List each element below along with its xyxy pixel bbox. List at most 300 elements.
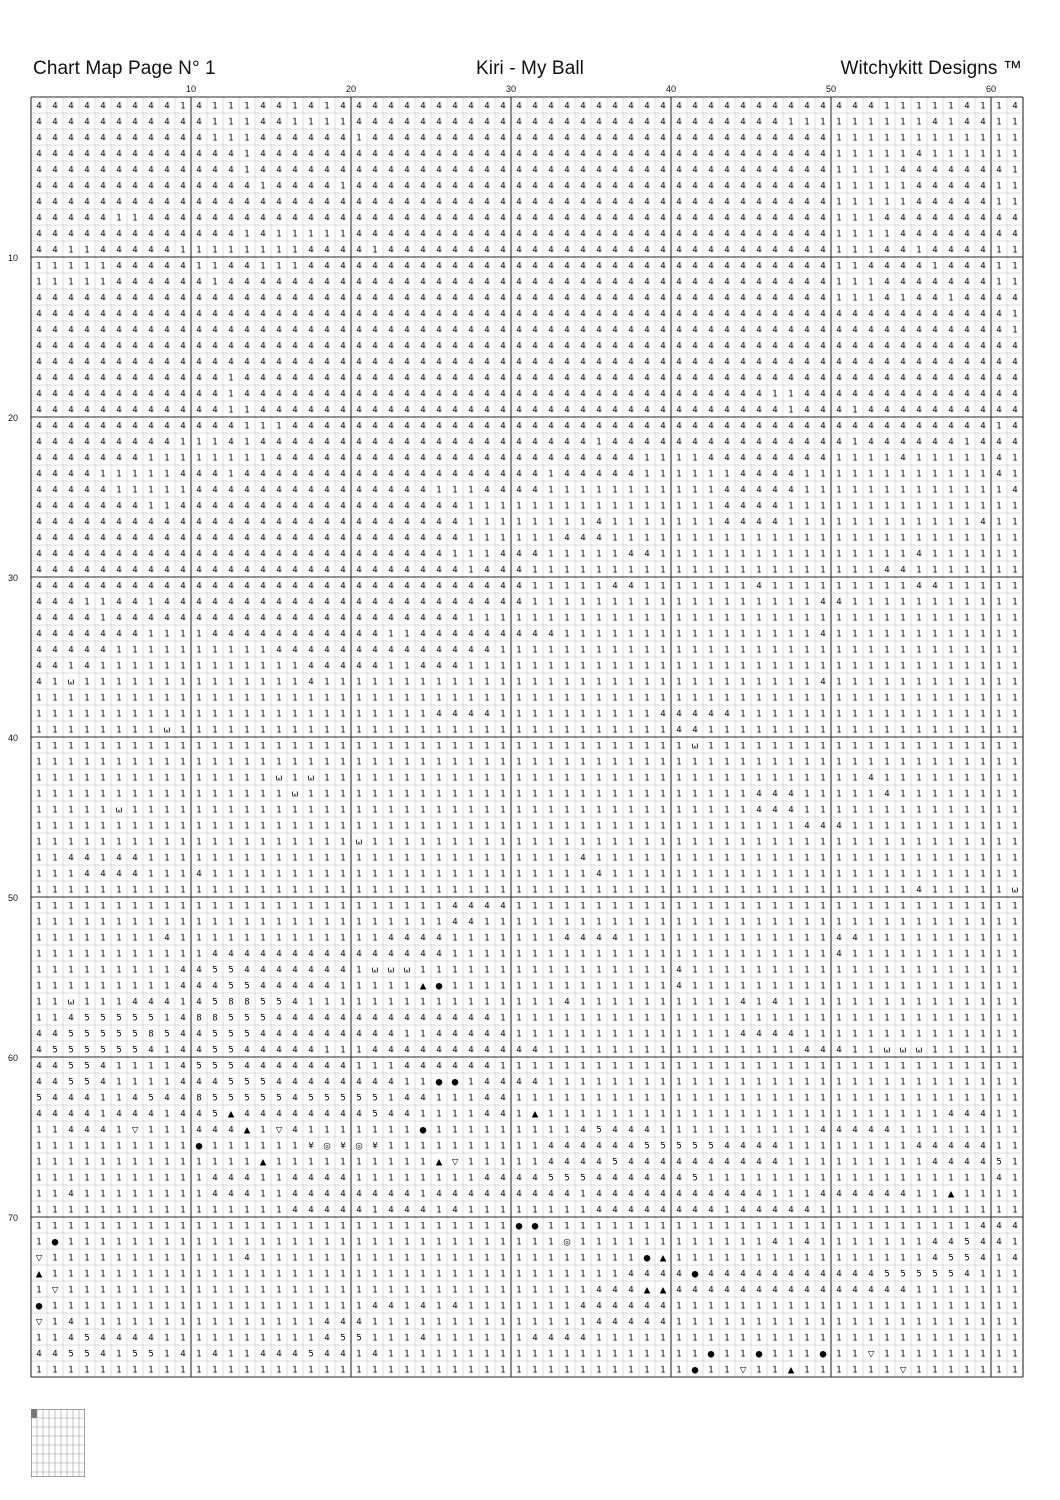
- stitch-symbol: 1: [228, 1205, 234, 1216]
- stitch-symbol: 1: [516, 1269, 522, 1280]
- stitch-symbol: ▽: [739, 1365, 747, 1376]
- stitch-symbol: 4: [548, 277, 554, 288]
- stitch-symbol: 4: [260, 485, 266, 496]
- stitch-symbol: 4: [580, 421, 586, 432]
- stitch-symbol: 1: [996, 789, 1002, 800]
- stitch-symbol: 1: [548, 645, 554, 656]
- stitch-symbol: 1: [1012, 1013, 1018, 1024]
- stitch-symbol: 4: [772, 501, 778, 512]
- stitch-symbol: 4: [612, 933, 618, 944]
- stitch-symbol: 1: [628, 1045, 634, 1056]
- stitch-symbol: 4: [100, 533, 106, 544]
- stitch-symbol: 1: [852, 1045, 858, 1056]
- stitch-symbol: 1: [900, 1013, 906, 1024]
- stitch-symbol: 1: [116, 1125, 122, 1136]
- stitch-symbol: 1: [836, 165, 842, 176]
- stitch-symbol: 1: [724, 1301, 730, 1312]
- stitch-symbol: 1: [36, 789, 42, 800]
- stitch-symbol: 1: [772, 565, 778, 576]
- stitch-symbol: 4: [148, 325, 154, 336]
- stitch-symbol: ω: [387, 965, 395, 976]
- stitch-symbol: 5: [964, 1253, 970, 1264]
- stitch-symbol: 4: [388, 645, 394, 656]
- stitch-symbol: 1: [916, 965, 922, 976]
- stitch-symbol: 4: [484, 1077, 490, 1088]
- stitch-symbol: 4: [228, 949, 234, 960]
- stitch-symbol: 4: [804, 245, 810, 256]
- stitch-symbol: 4: [372, 437, 378, 448]
- stitch-symbol: 1: [132, 469, 138, 480]
- stitch-symbol: 4: [212, 1077, 218, 1088]
- stitch-symbol: 1: [244, 917, 250, 928]
- stitch-symbol: 1: [196, 1253, 202, 1264]
- stitch-symbol: 4: [436, 1189, 442, 1200]
- stitch-symbol: 4: [612, 165, 618, 176]
- stitch-symbol: 1: [596, 1029, 602, 1040]
- stitch-symbol: 1: [548, 1269, 554, 1280]
- stitch-symbol: 1: [356, 821, 362, 832]
- stitch-symbol: 4: [260, 373, 266, 384]
- stitch-symbol: 1: [836, 213, 842, 224]
- stitch-symbol: 1: [308, 741, 314, 752]
- stitch-symbol: 1: [372, 1269, 378, 1280]
- stitch-symbol: 4: [596, 533, 602, 544]
- stitch-symbol: 4: [596, 1189, 602, 1200]
- stitch-symbol: 4: [740, 277, 746, 288]
- stitch-symbol: 1: [580, 1061, 586, 1072]
- stitch-symbol: 1: [996, 1205, 1002, 1216]
- stitch-symbol: 1: [916, 693, 922, 704]
- stitch-symbol: 1: [884, 581, 890, 592]
- stitch-symbol: 4: [212, 501, 218, 512]
- stitch-symbol: 1: [932, 1301, 938, 1312]
- stitch-symbol: 1: [436, 1349, 442, 1360]
- stitch-symbol: ●: [691, 1269, 699, 1280]
- stitch-symbol: 4: [772, 213, 778, 224]
- stitch-symbol: 4: [996, 1173, 1002, 1184]
- stitch-symbol: 4: [612, 213, 618, 224]
- stitch-symbol: 4: [292, 965, 298, 976]
- stitch-symbol: 1: [548, 597, 554, 608]
- stitch-symbol: 4: [484, 149, 490, 160]
- stitch-symbol: 1: [84, 1237, 90, 1248]
- stitch-symbol: 1: [804, 1141, 810, 1152]
- stitch-symbol: 4: [212, 165, 218, 176]
- stitch-symbol: 4: [932, 309, 938, 320]
- stitch-symbol: 4: [132, 581, 138, 592]
- stitch-symbol: 4: [388, 485, 394, 496]
- stitch-symbol: 1: [340, 709, 346, 720]
- stitch-symbol: 1: [852, 677, 858, 688]
- stitch-symbol: 4: [436, 389, 442, 400]
- stitch-symbol: 1: [276, 725, 282, 736]
- stitch-symbol: 4: [660, 325, 666, 336]
- stitch-symbol: 1: [356, 693, 362, 704]
- stitch-symbol: 1: [1012, 1141, 1018, 1152]
- stitch-symbol: 1: [52, 677, 58, 688]
- stitch-symbol: 4: [100, 133, 106, 144]
- stitch-symbol: 4: [564, 421, 570, 432]
- stitch-symbol: 1: [1012, 933, 1018, 944]
- stitch-symbol: 4: [36, 469, 42, 480]
- stitch-symbol: 4: [420, 101, 426, 112]
- stitch-symbol: 4: [580, 373, 586, 384]
- stitch-symbol: 4: [676, 309, 682, 320]
- stitch-symbol: 1: [308, 709, 314, 720]
- stitch-symbol: 1: [964, 613, 970, 624]
- stitch-symbol: ¥: [372, 1141, 378, 1152]
- stitch-symbol: 1: [948, 1029, 954, 1040]
- stitch-symbol: 1: [692, 1237, 698, 1248]
- stitch-symbol: 4: [324, 501, 330, 512]
- stitch-symbol: 1: [148, 1077, 154, 1088]
- stitch-symbol: 1: [516, 1157, 522, 1168]
- stitch-symbol: 1: [132, 1269, 138, 1280]
- stitch-symbol: 1: [372, 821, 378, 832]
- stitch-symbol: 1: [596, 757, 602, 768]
- stitch-symbol: 4: [292, 1189, 298, 1200]
- stitch-symbol: 1: [900, 1221, 906, 1232]
- stitch-symbol: 1: [132, 949, 138, 960]
- stitch-symbol: 4: [772, 245, 778, 256]
- stitch-symbol: 4: [964, 261, 970, 272]
- stitch-symbol: 4: [292, 981, 298, 992]
- stitch-symbol: 4: [68, 1333, 74, 1344]
- stitch-symbol: 4: [644, 117, 650, 128]
- stitch-symbol: 4: [132, 869, 138, 880]
- stitch-symbol: 4: [36, 405, 42, 416]
- stitch-symbol: 4: [500, 565, 506, 576]
- stitch-symbol: 1: [996, 501, 1002, 512]
- stitch-symbol: 4: [244, 533, 250, 544]
- stitch-symbol: 4: [868, 341, 874, 352]
- stitch-symbol: 1: [772, 757, 778, 768]
- stitch-symbol: 1: [804, 581, 810, 592]
- stitch-symbol: 1: [644, 1093, 650, 1104]
- stitch-symbol: 1: [948, 453, 954, 464]
- stitch-symbol: 1: [340, 1045, 346, 1056]
- stitch-symbol: 1: [244, 661, 250, 672]
- stitch-symbol: 1: [820, 805, 826, 816]
- stitch-symbol: 4: [452, 277, 458, 288]
- stitch-symbol: 4: [388, 181, 394, 192]
- stitch-symbol: 4: [308, 277, 314, 288]
- stitch-symbol: 1: [516, 917, 522, 928]
- stitch-symbol: 4: [388, 341, 394, 352]
- stitch-symbol: 1: [804, 741, 810, 752]
- stitch-symbol: 1: [868, 869, 874, 880]
- stitch-symbol: 1: [1012, 661, 1018, 672]
- stitch-symbol: 1: [788, 1157, 794, 1168]
- stitch-symbol: 1: [916, 1317, 922, 1328]
- stitch-symbol: 1: [868, 581, 874, 592]
- stitch-symbol: 4: [820, 229, 826, 240]
- stitch-symbol: 1: [580, 645, 586, 656]
- stitch-symbol: 4: [772, 133, 778, 144]
- stitch-symbol: 1: [596, 1365, 602, 1376]
- stitch-symbol: 1: [244, 1285, 250, 1296]
- stitch-symbol: 1: [100, 1189, 106, 1200]
- stitch-symbol: 4: [500, 229, 506, 240]
- stitch-symbol: 4: [244, 485, 250, 496]
- stitch-symbol: 4: [436, 229, 442, 240]
- stitch-symbol: 4: [100, 565, 106, 576]
- stitch-symbol: 1: [532, 1061, 538, 1072]
- stitch-symbol: 4: [804, 1237, 810, 1248]
- stitch-symbol: ●: [707, 1349, 715, 1360]
- stitch-symbol: 4: [228, 181, 234, 192]
- stitch-symbol: 4: [116, 197, 122, 208]
- stitch-symbol: 4: [324, 325, 330, 336]
- stitch-symbol: 4: [772, 1285, 778, 1296]
- stitch-symbol: 1: [948, 293, 954, 304]
- stitch-symbol: 4: [852, 101, 858, 112]
- stitch-symbol: 1: [868, 1157, 874, 1168]
- stitch-symbol: 1: [708, 645, 714, 656]
- stitch-symbol: 4: [612, 437, 618, 448]
- stitch-symbol: 4: [420, 1061, 426, 1072]
- stitch-symbol: 4: [404, 181, 410, 192]
- stitch-symbol: 1: [756, 1237, 762, 1248]
- stitch-symbol: 1: [164, 1237, 170, 1248]
- stitch-symbol: 4: [148, 261, 154, 272]
- stitch-symbol: 4: [932, 197, 938, 208]
- stitch-symbol: 4: [324, 293, 330, 304]
- stitch-symbol: 1: [340, 997, 346, 1008]
- stitch-symbol: 1: [916, 645, 922, 656]
- stitch-symbol: 1: [324, 1269, 330, 1280]
- stitch-symbol: 1: [852, 885, 858, 896]
- stitch-symbol: 1: [756, 565, 762, 576]
- stitch-symbol: 1: [852, 853, 858, 864]
- stitch-symbol: 1: [228, 805, 234, 816]
- stitch-symbol: 4: [228, 165, 234, 176]
- stitch-symbol: 1: [52, 1253, 58, 1264]
- stitch-symbol: 4: [756, 405, 762, 416]
- stitch-symbol: 4: [628, 293, 634, 304]
- stitch-symbol: 1: [788, 1237, 794, 1248]
- stitch-symbol: 4: [52, 357, 58, 368]
- stitch-symbol: 1: [708, 1253, 714, 1264]
- stitch-symbol: 1: [324, 837, 330, 848]
- stitch-symbol: 1: [900, 517, 906, 528]
- stitch-symbol: 4: [324, 453, 330, 464]
- stitch-symbol: 4: [724, 309, 730, 320]
- stitch-symbol: 1: [852, 981, 858, 992]
- stitch-symbol: 4: [980, 1253, 986, 1264]
- stitch-symbol: 1: [644, 565, 650, 576]
- stitch-symbol: 1: [964, 725, 970, 736]
- stitch-symbol: 1: [916, 517, 922, 528]
- stitch-symbol: 1: [68, 661, 74, 672]
- stitch-symbol: 1: [468, 1093, 474, 1104]
- stitch-symbol: 4: [980, 437, 986, 448]
- stitch-symbol: 1: [420, 741, 426, 752]
- stitch-symbol: 4: [692, 101, 698, 112]
- stitch-symbol: 1: [196, 949, 202, 960]
- stitch-symbol: 4: [932, 421, 938, 432]
- stitch-symbol: 4: [356, 373, 362, 384]
- stitch-symbol: 4: [340, 661, 346, 672]
- stitch-symbol: 1: [724, 997, 730, 1008]
- stitch-symbol: 4: [276, 181, 282, 192]
- stitch-symbol: 1: [628, 1237, 634, 1248]
- stitch-symbol: 1: [996, 1189, 1002, 1200]
- stitch-symbol: 1: [212, 869, 218, 880]
- stitch-symbol: 1: [916, 245, 922, 256]
- stitch-symbol: 1: [452, 773, 458, 784]
- stitch-symbol: 4: [724, 165, 730, 176]
- stitch-symbol: 1: [788, 597, 794, 608]
- stitch-symbol: 1: [628, 613, 634, 624]
- stitch-symbol: 1: [564, 757, 570, 768]
- stitch-symbol: 4: [100, 517, 106, 528]
- stitch-symbol: 4: [196, 405, 202, 416]
- stitch-symbol: 4: [708, 117, 714, 128]
- stitch-symbol: 5: [68, 1029, 74, 1040]
- stitch-symbol: 1: [756, 1253, 762, 1264]
- stitch-symbol: 1: [916, 453, 922, 464]
- stitch-symbol: 1: [116, 917, 122, 928]
- stitch-symbol: 1: [740, 741, 746, 752]
- stitch-symbol: 1: [788, 117, 794, 128]
- stitch-symbol: 4: [100, 1077, 106, 1088]
- stitch-symbol: 1: [564, 645, 570, 656]
- stitch-symbol: ▽: [867, 1349, 875, 1360]
- stitch-symbol: 4: [356, 165, 362, 176]
- stitch-symbol: 4: [788, 485, 794, 496]
- stitch-symbol: 4: [788, 437, 794, 448]
- stitch-symbol: 1: [164, 1285, 170, 1296]
- stitch-symbol: 4: [660, 437, 666, 448]
- stitch-symbol: 4: [36, 117, 42, 128]
- stitch-symbol: 1: [884, 1221, 890, 1232]
- stitch-symbol: 1: [196, 1189, 202, 1200]
- stitch-symbol: 1: [372, 1317, 378, 1328]
- stitch-symbol: 1: [948, 1317, 954, 1328]
- stitch-symbol: 1: [948, 885, 954, 896]
- stitch-symbol: 1: [228, 1349, 234, 1360]
- stitch-symbol: 1: [980, 501, 986, 512]
- stitch-symbol: 1: [836, 981, 842, 992]
- stitch-symbol: 1: [356, 1269, 362, 1280]
- stitch-symbol: ◎: [563, 1237, 571, 1248]
- stitch-symbol: 4: [884, 341, 890, 352]
- stitch-symbol: 4: [644, 1269, 650, 1280]
- stitch-symbol: 4: [468, 709, 474, 720]
- stitch-symbol: 4: [340, 1013, 346, 1024]
- stitch-symbol: 1: [484, 725, 490, 736]
- stitch-symbol: 4: [580, 453, 586, 464]
- stitch-symbol: 1: [740, 949, 746, 960]
- stitch-symbol: 1: [180, 1237, 186, 1248]
- stitch-symbol: 4: [916, 277, 922, 288]
- stitch-symbol: 1: [884, 1317, 890, 1328]
- stitch-symbol: 1: [692, 917, 698, 928]
- stitch-symbol: 4: [132, 165, 138, 176]
- stitch-symbol: 1: [500, 837, 506, 848]
- stitch-symbol: 1: [660, 757, 666, 768]
- stitch-symbol: 1: [500, 853, 506, 864]
- stitch-symbol: 4: [292, 997, 298, 1008]
- stitch-symbol: 4: [564, 1333, 570, 1344]
- stitch-symbol: 4: [452, 101, 458, 112]
- stitch-symbol: 4: [276, 645, 282, 656]
- stitch-symbol: 1: [676, 1253, 682, 1264]
- stitch-symbol: 1: [820, 949, 826, 960]
- stitch-symbol: 1: [356, 709, 362, 720]
- stitch-symbol: 4: [644, 149, 650, 160]
- stitch-symbol: 4: [820, 629, 826, 640]
- stitch-symbol: 1: [772, 645, 778, 656]
- stitch-symbol: 1: [660, 1077, 666, 1088]
- stitch-symbol: 4: [276, 149, 282, 160]
- stitch-symbol: 1: [420, 1285, 426, 1296]
- stitch-symbol: 4: [228, 325, 234, 336]
- stitch-symbol: 4: [628, 1205, 634, 1216]
- stitch-symbol: 1: [964, 1285, 970, 1296]
- stitch-symbol: 4: [148, 1333, 154, 1344]
- stitch-symbol: 4: [36, 661, 42, 672]
- stitch-symbol: 4: [388, 597, 394, 608]
- stitch-symbol: 1: [580, 1285, 586, 1296]
- stitch-symbol: 4: [980, 213, 986, 224]
- stitch-symbol: 1: [228, 405, 234, 416]
- stitch-symbol: 4: [740, 341, 746, 352]
- stitch-symbol: 4: [276, 1029, 282, 1040]
- stitch-symbol: 1: [724, 853, 730, 864]
- stitch-symbol: 1: [132, 1221, 138, 1232]
- stitch-symbol: 4: [292, 181, 298, 192]
- stitch-symbol: 1: [116, 1349, 122, 1360]
- stitch-symbol: 1: [308, 1317, 314, 1328]
- stitch-symbol: 1: [180, 453, 186, 464]
- stitch-symbol: 5: [212, 1029, 218, 1040]
- stitch-symbol: 1: [692, 645, 698, 656]
- stitch-symbol: 1: [676, 853, 682, 864]
- stitch-symbol: 4: [756, 517, 762, 528]
- stitch-symbol: 4: [420, 453, 426, 464]
- stitch-symbol: 1: [964, 789, 970, 800]
- stitch-symbol: 1: [852, 757, 858, 768]
- stitch-symbol: 4: [372, 501, 378, 512]
- stitch-symbol: 1: [660, 1045, 666, 1056]
- stitch-symbol: 4: [628, 453, 634, 464]
- stitch-symbol: 1: [964, 1365, 970, 1376]
- stitch-symbol: 1: [660, 837, 666, 848]
- stitch-symbol: 1: [420, 853, 426, 864]
- stitch-symbol: 4: [452, 453, 458, 464]
- stitch-symbol: 1: [820, 837, 826, 848]
- stitch-symbol: 1: [452, 1253, 458, 1264]
- stitch-symbol: 4: [292, 309, 298, 320]
- stitch-symbol: 1: [164, 1157, 170, 1168]
- stitch-symbol: 4: [820, 1125, 826, 1136]
- stitch-symbol: 4: [340, 1317, 346, 1328]
- stitch-symbol: 1: [1012, 309, 1018, 320]
- stitch-symbol: 1: [772, 677, 778, 688]
- stitch-symbol: 4: [452, 373, 458, 384]
- stitch-symbol: 1: [500, 1141, 506, 1152]
- stitch-symbol: 4: [756, 469, 762, 480]
- stitch-symbol: 5: [308, 1349, 314, 1360]
- stitch-symbol: 1: [420, 1269, 426, 1280]
- stitch-symbol: 1: [68, 837, 74, 848]
- stitch-symbol: 4: [52, 293, 58, 304]
- stitch-symbol: 1: [996, 709, 1002, 720]
- stitch-symbol: 4: [180, 197, 186, 208]
- stitch-symbol: 4: [260, 309, 266, 320]
